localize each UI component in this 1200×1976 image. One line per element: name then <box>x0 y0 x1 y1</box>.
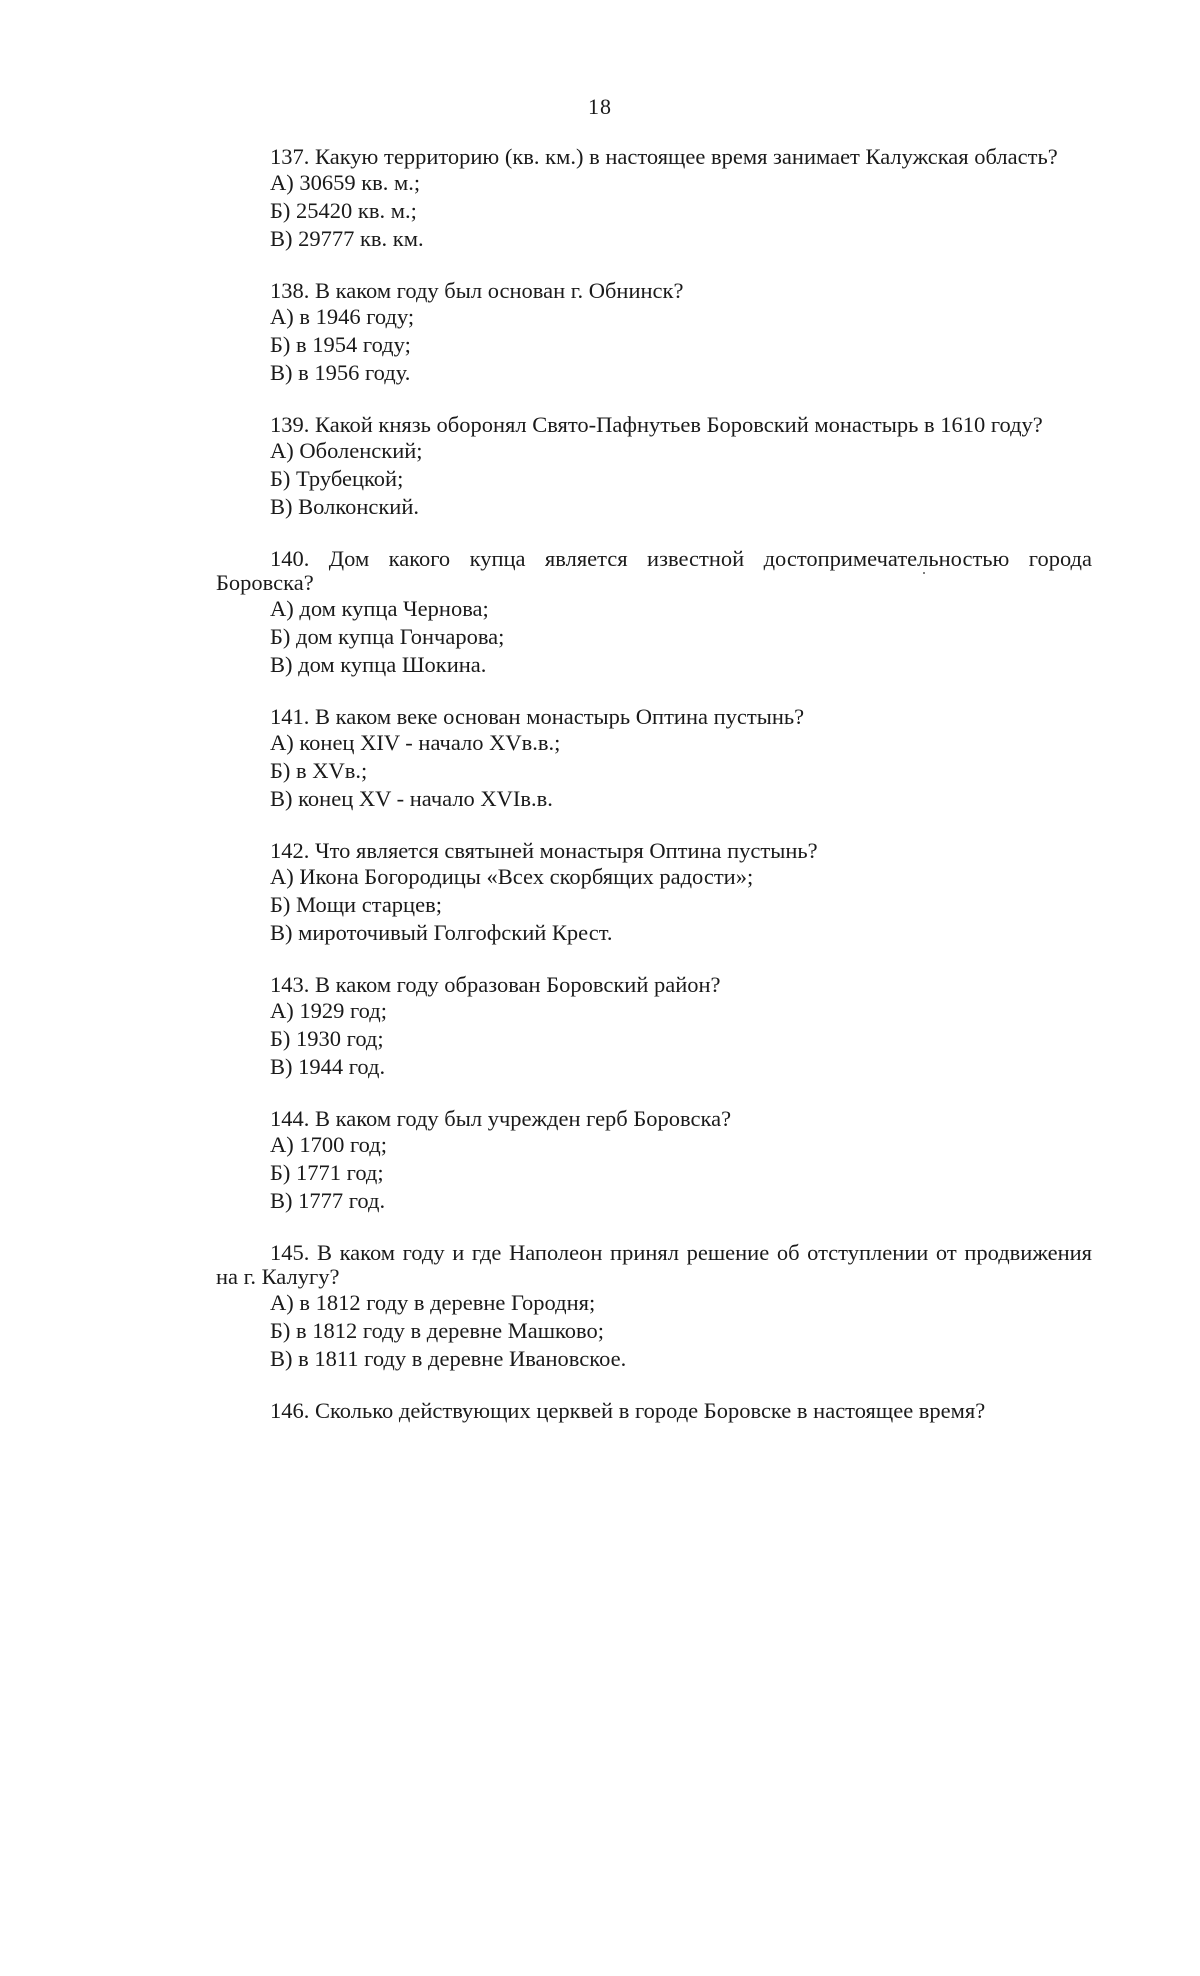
answer-option-c: В) дом купца Шокина. <box>270 652 487 677</box>
question-text: 143. В каком году образован Боровский район? <box>270 972 721 997</box>
answer-option-a: А) в 1812 году в деревне Городня; <box>270 1290 596 1315</box>
answer-option-c: В) 1777 год. <box>270 1188 386 1213</box>
answer-options <box>216 997 1092 1081</box>
answer-option-c: В) конец XV - начало XVIв.в. <box>270 786 553 811</box>
question-138 <box>216 279 1092 387</box>
answer-options <box>216 437 1092 521</box>
answer-option-a: А) Оболенский; <box>270 438 423 463</box>
answer-option-b: Б) в 1812 году в деревне Машково; <box>270 1318 605 1343</box>
answer-option-c: В) в 1811 году в деревне Ивановское. <box>270 1346 627 1371</box>
answer-options <box>216 729 1092 813</box>
answer-option-b: Б) в XVв.; <box>270 758 368 783</box>
question-142 <box>216 839 1092 947</box>
answer-option-a: А) дом купца Чернова; <box>270 596 489 621</box>
question-144 <box>216 1107 1092 1215</box>
answer-option-b: Б) 1771 год; <box>270 1160 384 1185</box>
answer-option-b: Б) в 1954 году; <box>270 332 411 357</box>
answer-option-a: А) Икона Богородицы «Всех скорбящих радости»; <box>270 864 754 889</box>
answer-option-c: В) в 1956 году. <box>270 360 411 385</box>
answer-option-c: В) 29777 кв. км. <box>270 226 424 251</box>
question-text: 137. Какую территорию (кв. км.) в настоящее время занимает Калужская область? <box>270 144 1058 169</box>
question-text: 146. Сколько действующих церквей в городе Боровске в настоящее время? <box>270 1398 986 1423</box>
answer-option-b: Б) 25420 кв. м.; <box>270 198 417 223</box>
answer-option-c: В) Волконский. <box>270 494 420 519</box>
answer-option-a: А) в 1946 году; <box>270 304 415 329</box>
question-text: 142. Что является святыней монастыря Оптина пустынь? <box>270 838 818 863</box>
question-text: 144. В каком году был учрежден герб Боровска? <box>270 1106 732 1131</box>
question-text: 138. В каком году был основан г. Обнинск? <box>270 278 684 303</box>
answer-option-b: Б) Трубецкой; <box>270 466 404 491</box>
question-text: 139. Какой князь оборонял Свято-Пафнутьев Боровский монастырь в 1610 году? <box>270 412 1043 437</box>
question-list <box>216 145 1092 1449</box>
question-text: 141. В каком веке основан монастырь Оптина пустынь? <box>270 704 805 729</box>
answer-option-a: А) 1700 год; <box>270 1132 387 1157</box>
question-137 <box>216 145 1092 253</box>
answer-options <box>216 595 1092 679</box>
page-number: 18 <box>588 94 612 119</box>
answer-options <box>216 1289 1092 1373</box>
answer-option-b: Б) Мощи старцев; <box>270 892 442 917</box>
answer-option-c: В) 1944 год. <box>270 1054 386 1079</box>
question-text: 140. Дом какого купца является известной достопримечательностью города Боровска? <box>216 546 1092 595</box>
answer-option-a: А) 1929 год; <box>270 998 387 1023</box>
question-141 <box>216 705 1092 813</box>
question-143 <box>216 973 1092 1081</box>
answer-options <box>216 1131 1092 1215</box>
question-146 <box>216 1399 1092 1423</box>
answer-option-a: А) 30659 кв. м.; <box>270 170 421 195</box>
answer-option-b: Б) 1930 год; <box>270 1026 384 1051</box>
answer-options <box>216 863 1092 947</box>
question-145 <box>216 1241 1092 1373</box>
answer-options <box>216 303 1092 387</box>
answer-options <box>216 169 1092 253</box>
answer-option-c: В) мироточивый Голгофский Крест. <box>270 920 613 945</box>
question-139 <box>216 413 1092 521</box>
answer-option-b: Б) дом купца Гончарова; <box>270 624 505 649</box>
question-text: 145. В каком году и где Наполеон принял решение об отступлении от продвижения на г. Калугу? <box>216 1240 1092 1289</box>
question-140 <box>216 547 1092 679</box>
answer-option-a: А) конец XIV - начало XVв.в.; <box>270 730 561 755</box>
